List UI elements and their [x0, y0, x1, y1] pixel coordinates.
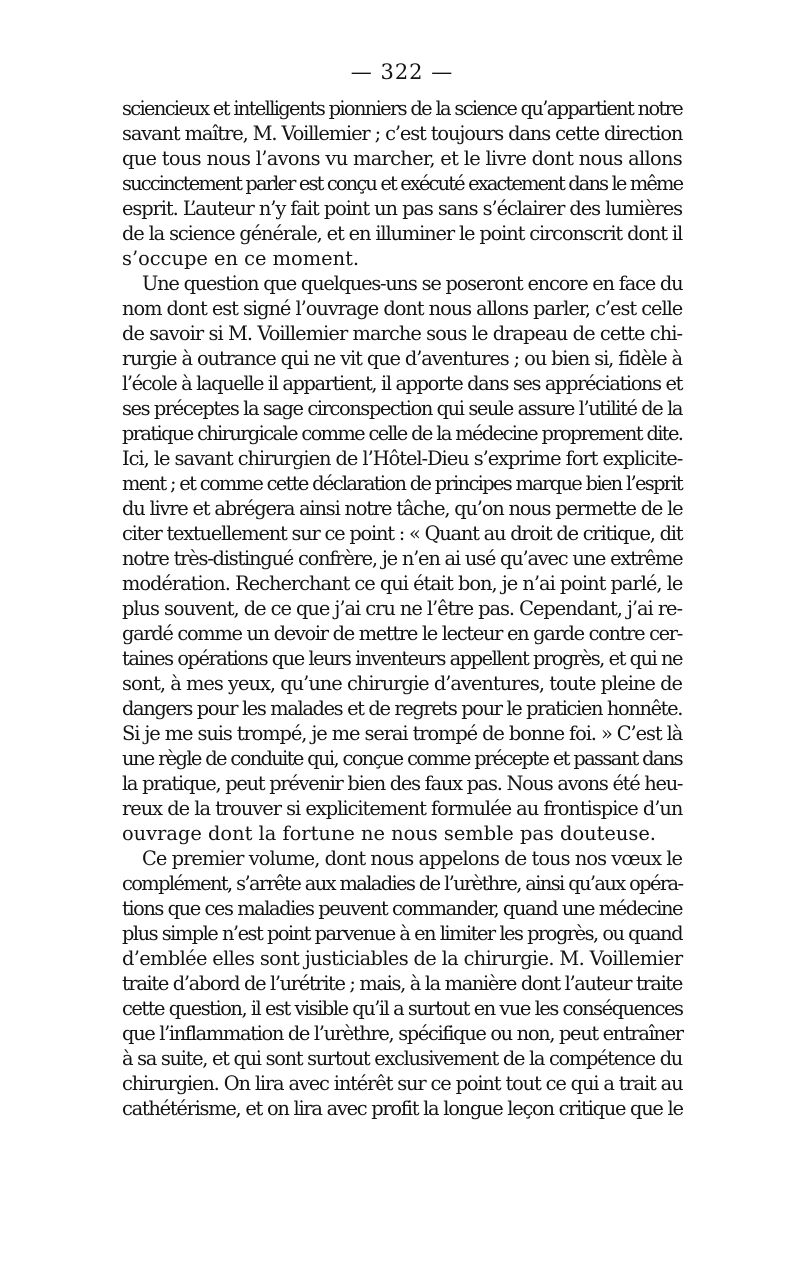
- text-line: tions que ces maladies peuvent commander, quand une médecine: [122, 897, 683, 920]
- text-line: succinctement parler est conçu et exécuté exactement dans le même: [122, 172, 683, 195]
- text-line: citer textuellement sur ce point : « Quant au droit de critique, dit: [122, 522, 683, 545]
- text-line: reux de la trouver si explicitement formulée au frontispice d’un: [122, 797, 683, 820]
- text-line: esprit. L’auteur n’y fait point un pas sans s’éclairer des lumières: [122, 197, 682, 220]
- text-line: plus simple n’est point parvenue à en limiter les progrès, ou quand: [122, 922, 682, 945]
- text-line: une règle de conduite qui, conçue comme précepte et passant dans: [122, 747, 682, 770]
- text-line: d’emblée elles sont justiciables de la chirurgie. M. Voillemier: [122, 947, 683, 970]
- text-line: Ce premier volume, dont nous appelons de tous nos vœux le: [142, 847, 683, 870]
- text-line: traite d’abord de l’urétrite ; mais, à la manière dont l’auteur traite: [122, 972, 682, 995]
- text-line: l’école à laquelle il appartient, il apporte dans ses appréciations et: [122, 372, 682, 395]
- text-line: ses préceptes la sage circonspection qui seule assure l’utilité de la: [122, 397, 683, 420]
- text-line: gardé comme un devoir de mettre le lecteur en garde contre cer-: [122, 622, 682, 645]
- text-line: plus souvent, de ce que j’ai cru ne l’être pas. Cependant, j’ai re-: [122, 597, 682, 620]
- text-line: s’occupe en ce moment.: [122, 247, 360, 270]
- paragraph: [122, 96, 682, 271]
- paragraph: [122, 271, 682, 846]
- text-line: savant maître, M. Voillemier ; c’est toujours dans cette direction: [122, 122, 683, 145]
- text-line: chirurgien. On lira avec intérêt sur ce point tout ce qui a trait au: [122, 1072, 683, 1095]
- text-line: que l’inflammation de l’urèthre, spécifique ou non, peut entraîner: [122, 1022, 683, 1045]
- text-line: de la science générale, et en illuminer le point circonscrit dont il: [122, 222, 682, 245]
- text-line: pratique chirurgicale comme celle de la médecine proprement dite.: [122, 422, 683, 445]
- paragraph: [122, 846, 682, 1121]
- text-line: nom dont est signé l’ouvrage dont nous allons parler, c’est celle: [122, 297, 683, 320]
- text-line: du livre et abrégera ainsi notre tâche, qu’on nous permette de le: [122, 497, 683, 520]
- text-line: cette question, il est visible qu’il a surtout en vue les conséquences: [122, 997, 683, 1020]
- text-line: Une question que quelques-uns se poseront encore en face du: [142, 272, 683, 295]
- text-line: ment ; et comme cette déclaration de principes marque bien l’esprit: [122, 472, 683, 495]
- text-line: ouvrage dont la fortune ne nous semble pas douteuse.: [122, 822, 656, 845]
- text-line: que tous nous l’avons vu marcher, et le livre dont nous allons: [122, 147, 682, 170]
- text-line: rurgie à outrance qui ne vit que d’aventures ; ou bien si, fidèle à: [122, 347, 682, 370]
- text-line: de savoir si M. Voillemier marche sous le drapeau de cette chi-: [122, 322, 683, 345]
- page-number: — 322 —: [350, 60, 454, 84]
- text-line: cathétérisme, et on lira avec profit la longue leçon critique que le: [122, 1097, 683, 1120]
- text-line: la pratique, peut prévenir bien des faux pas. Nous avons été heu-: [122, 772, 683, 795]
- text-line: à sa suite, et qui sont surtout exclusivement de la compétence du: [122, 1047, 682, 1070]
- body-text: [122, 96, 682, 1121]
- text-line: sont, à mes yeux, qu’une chirurgie d’aventures, toute pleine de: [122, 672, 682, 695]
- text-line: sciencieux et intelligents pionniers de la science qu’appartient notre: [122, 97, 683, 120]
- text-line: notre très-distingué confrère, je n’en ai usé qu’avec une extrême: [122, 547, 683, 570]
- text-line: dangers pour les malades et de regrets pour le praticien honnête.: [122, 697, 682, 720]
- text-line: complément, s’arrête aux maladies de l’urèthre, ainsi qu’aux opéra-: [122, 872, 683, 895]
- text-line: modération. Recherchant ce qui était bon, je n’ai point parlé, le: [122, 572, 683, 595]
- text-line: Si je me suis trompé, je me serai trompé de bonne foi. » C’est là: [122, 722, 683, 745]
- text-line: Ici, le savant chirurgien de l’Hôtel-Dieu s’exprime fort explicite-: [122, 447, 683, 470]
- text-line: taines opérations que leurs inventeurs appellent progrès, et qui ne: [122, 647, 682, 670]
